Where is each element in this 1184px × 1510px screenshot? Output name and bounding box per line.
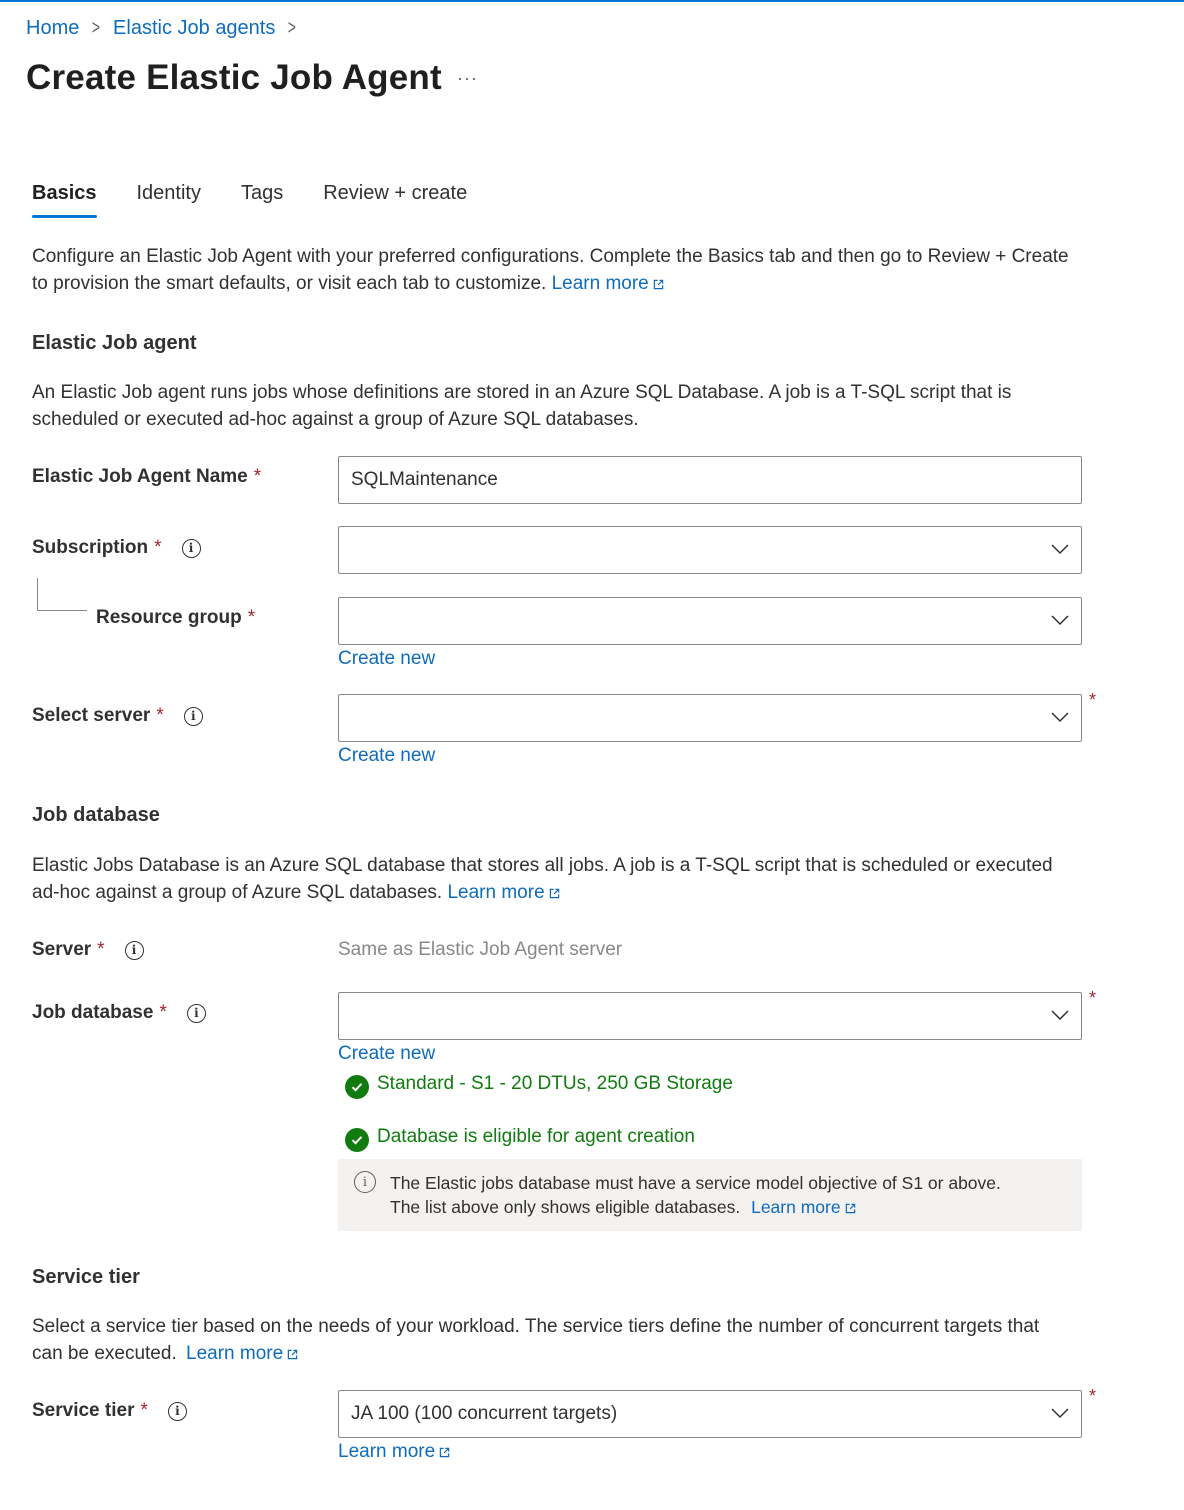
job-database-label-text: Job database: [32, 1002, 154, 1023]
breadcrumb-elastic-job-agents[interactable]: Elastic Job agents: [113, 17, 276, 39]
server-label-text: Server: [32, 939, 92, 960]
section-heading-service-tier: Service tier: [32, 1266, 140, 1288]
chevron-down-icon: [1051, 1009, 1069, 1021]
info-box-line: [390, 1195, 1001, 1219]
tab-review-create[interactable]: Review + create: [323, 182, 468, 204]
service-tier-label-text: Service tier: [32, 1400, 135, 1421]
learn-more-label: Learn more: [186, 1343, 284, 1364]
chevron-down-icon: [1051, 711, 1069, 723]
required-asterisk: *: [140, 1400, 148, 1421]
service-tier-value: JA 100 (100 concurrent targets): [351, 1403, 618, 1424]
breadcrumb-home[interactable]: Home: [26, 17, 80, 39]
learn-more-label: Learn more: [338, 1441, 436, 1462]
subscription-label: [32, 537, 201, 559]
job-db-description: [32, 852, 1072, 906]
status-eligible-text: Database is eligible for agent creation: [377, 1126, 695, 1147]
required-asterisk: *: [1089, 988, 1097, 1008]
checkmark-circle-icon: [345, 1128, 369, 1152]
select-server-dropdown[interactable]: [338, 694, 1082, 742]
required-asterisk: *: [97, 939, 105, 960]
info-box-line-text: The list above only shows eligible databases.: [390, 1197, 741, 1217]
external-link-icon: [549, 888, 560, 899]
tree-connector: [37, 578, 38, 611]
agent-name-value: SQLMaintenance: [351, 469, 498, 490]
resource-group-label: [96, 607, 255, 629]
required-asterisk: *: [154, 537, 162, 558]
info-icon[interactable]: i: [168, 1402, 187, 1421]
required-asterisk: *: [1089, 1386, 1097, 1406]
subscription-dropdown[interactable]: [338, 526, 1082, 574]
required-asterisk: *: [253, 466, 262, 487]
learn-more-label: Learn more: [447, 882, 545, 903]
resource-group-create-new-link[interactable]: Create new: [338, 648, 436, 669]
intro-learn-more-link[interactable]: [552, 273, 664, 294]
external-link-icon: [439, 1447, 450, 1458]
chevron-down-icon: [1051, 543, 1069, 555]
intro-text: Configure an Elastic Job Agent with your preferred configurations. Complete the Basics tab and then go to Review + Create to provision the smart defaults, or visit each tab to customize.: [32, 246, 1069, 294]
service-tier-learn-more-link[interactable]: [186, 1343, 298, 1364]
select-server-label: [32, 705, 203, 727]
info-icon[interactable]: i: [182, 539, 201, 558]
agent-name-label-text: Elastic Job Agent Name: [32, 466, 248, 487]
agent-name-label: [32, 466, 261, 488]
status-tier-text: Standard - S1 - 20 DTUs, 250 GB Storage: [377, 1073, 733, 1094]
server-create-new-link[interactable]: Create new: [338, 745, 436, 766]
status-eligible-row: [345, 1122, 695, 1152]
page-title: Create Elastic Job Agent: [26, 58, 442, 97]
required-asterisk: *: [159, 1002, 167, 1023]
agent-name-input[interactable]: [338, 456, 1082, 504]
info-icon[interactable]: i: [125, 941, 144, 960]
subscription-label-text: Subscription: [32, 537, 149, 558]
learn-more-label: Learn more: [751, 1197, 841, 1217]
info-icon[interactable]: i: [187, 1004, 206, 1023]
job-database-label: [32, 1002, 206, 1024]
service-tier-dropdown[interactable]: [338, 1390, 1082, 1438]
breadcrumb-separator-icon: >: [288, 17, 297, 39]
tab-basics[interactable]: Basics: [32, 182, 97, 218]
info-box-learn-more-link[interactable]: [751, 1197, 856, 1217]
required-asterisk: *: [156, 705, 164, 726]
more-options-icon[interactable]: ···: [457, 68, 478, 88]
top-accent-line: [0, 0, 1184, 2]
job-db-learn-more-link[interactable]: [447, 882, 559, 903]
status-tier-row: [345, 1069, 733, 1099]
service-tier-learn-more-link-2[interactable]: [338, 1441, 450, 1463]
chevron-down-icon: [1051, 614, 1069, 626]
learn-more-label: Learn more: [551, 273, 649, 294]
intro-description: [32, 243, 1072, 297]
checkmark-circle-icon: [345, 1075, 369, 1099]
section-heading-job-database: Job database: [32, 804, 160, 826]
breadcrumb-separator-icon: >: [92, 17, 101, 39]
chevron-down-icon: [1051, 1407, 1069, 1419]
service-tier-label: [32, 1400, 187, 1422]
breadcrumb: [26, 17, 309, 40]
section-heading-elastic-job-agent: Elastic Job agent: [32, 332, 197, 354]
resource-group-dropdown[interactable]: [338, 597, 1082, 645]
info-box-line: The Elastic jobs database must have a service model objective of S1 or above.: [390, 1173, 1001, 1193]
resource-group-label-text: Resource group: [96, 607, 242, 628]
tab-identity[interactable]: Identity: [136, 182, 201, 204]
service-tier-description: [32, 1313, 1072, 1367]
select-server-label-text: Select server: [32, 705, 151, 726]
required-asterisk: *: [1089, 690, 1097, 710]
tab-tags[interactable]: Tags: [240, 182, 284, 204]
job-database-create-new-link[interactable]: Create new: [338, 1043, 436, 1064]
required-asterisk: *: [247, 607, 256, 628]
tree-connector: [37, 610, 87, 611]
external-link-icon: [845, 1203, 856, 1214]
tab-bar: [32, 182, 507, 218]
info-icon[interactable]: i: [184, 707, 203, 726]
external-link-icon: [653, 279, 664, 290]
info-box: [338, 1159, 1082, 1231]
external-link-icon: [287, 1349, 298, 1360]
info-icon: i: [354, 1171, 376, 1193]
info-box-text: [390, 1171, 1001, 1231]
server-label: [32, 939, 144, 961]
service-tier-description-text: Select a service tier based on the needs of your workload. The service tiers define the number of concurrent targets that can be executed.: [32, 1316, 1040, 1364]
job-database-dropdown[interactable]: [338, 992, 1082, 1040]
agent-section-description: An Elastic Job agent runs jobs whose definitions are stored in an Azure SQL Database. A job is a T-SQL script that is scheduled or executed ad-hoc against a group of Azure SQL databases.: [32, 382, 1012, 430]
server-value: Same as Elastic Job Agent server: [338, 939, 623, 960]
job-db-description-text: Elastic Jobs Database is an Azure SQL database that stores all jobs. A job is a T-SQL script that is scheduled or executed ad-hoc against a group of Azure SQL databases.: [32, 855, 1053, 903]
